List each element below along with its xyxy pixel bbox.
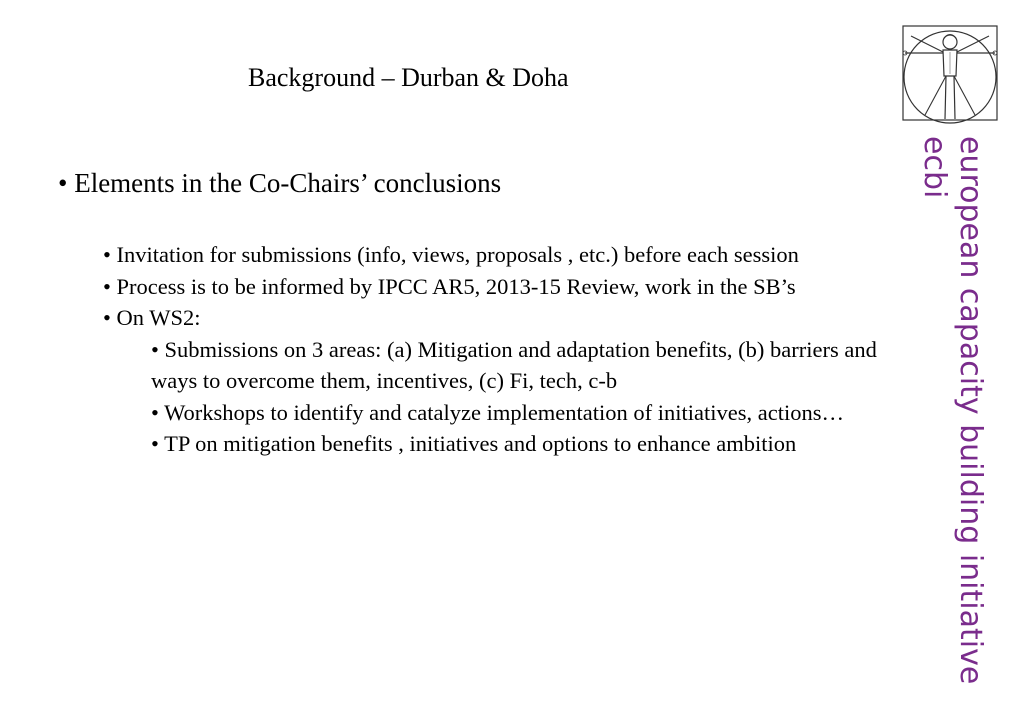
org-name: european capacity building initiative (953, 136, 988, 685)
sub-bullet-submissions: • Invitation for submissions (info, views, proposals , etc.) before each session (103, 242, 799, 267)
sub-bullet-ws2: • On WS2: (103, 305, 201, 330)
org-branding (916, 136, 988, 685)
ws2-bullet-technical-paper: • TP on mitigation benefits , initiatives and options to enhance ambition (151, 431, 797, 456)
vitruvian-man-icon (899, 22, 1001, 124)
ws2-bullet-workshops: • Workshops to identify and catalyze implementation of initiatives, actions… (151, 399, 844, 425)
sub-bullet-list (103, 239, 893, 460)
ws2-bullet-submissions-areas: • Submissions on 3 areas: (a) Mitigation and adaptation benefits, (b) barriers and ways to overcome them, incentives, (c) Fi, tech, c-b (151, 336, 877, 393)
org-acronym: ecbi (917, 136, 952, 199)
slide-title: Background – Durban & Doha (248, 63, 569, 92)
main-bullet: • Elements in the Co-Chairs’ conclusions (58, 168, 502, 198)
sub-bullet-process: • Process is to be informed by IPCC AR5, 2013-15 Review, work in the SB’s (103, 273, 796, 299)
